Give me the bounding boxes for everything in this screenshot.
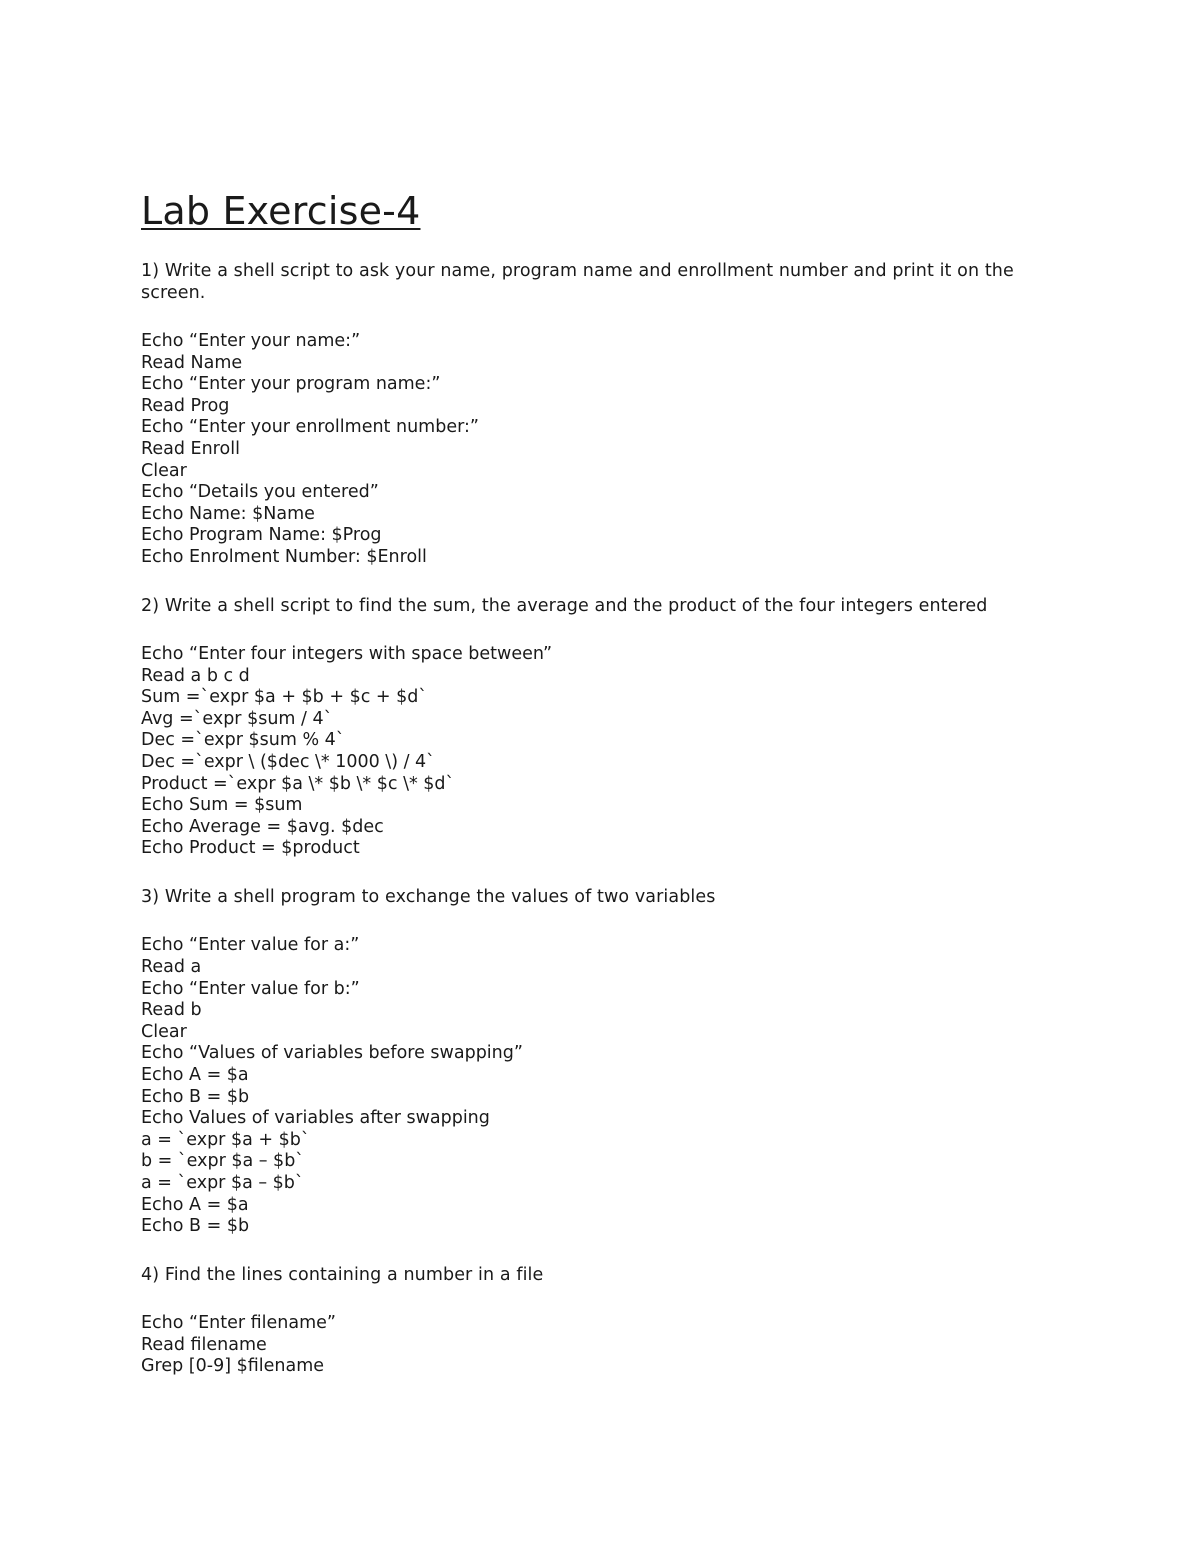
- code-line: Echo “Enter your enrollment number:”: [141, 417, 479, 438]
- code-line: Echo Name: $Name: [141, 503, 315, 524]
- exercise-3-code: [141, 935, 1041, 1237]
- code-line: Echo “Enter four integers with space between”: [141, 644, 553, 665]
- code-line: Dec =`expr $sum % 4`: [141, 730, 345, 751]
- code-line: Echo Sum = $sum: [141, 795, 303, 816]
- exercise-3-question: 3) Write a shell program to exchange the values of two variables: [141, 886, 716, 907]
- code-line: Echo “Enter filename”: [141, 1313, 336, 1334]
- code-line: Echo Product = $product: [141, 838, 360, 859]
- code-line: Clear: [141, 460, 187, 481]
- exercise-4-code: [141, 1313, 1041, 1378]
- code-line: Echo Values of variables after swapping: [141, 1108, 490, 1129]
- code-line: Avg =`expr $sum / 4`: [141, 708, 333, 729]
- code-line: Dec =`expr \ ($dec \* 1000 \) / 4`: [141, 752, 435, 772]
- code-line: Read Prog: [141, 395, 230, 416]
- code-line: Echo B = $b: [141, 1216, 250, 1237]
- code-line: Echo “Enter value for a:”: [141, 935, 360, 956]
- code-line: Echo A = $a: [141, 1194, 249, 1215]
- code-line: Echo “Enter your name:”: [141, 331, 361, 351]
- code-line: Read a: [141, 957, 202, 978]
- code-line: a = `expr $a + $b`: [141, 1129, 310, 1150]
- code-line: Echo Enrolment Number: $Enroll: [141, 546, 427, 567]
- code-line: Read Name: [141, 352, 243, 373]
- code-line: Echo A = $a: [141, 1065, 249, 1086]
- code-line: Echo “Values of variables before swapping”: [141, 1043, 523, 1064]
- document-page: [141, 186, 1041, 1378]
- code-line: Product =`expr $a \* $b \* $c \* $d`: [141, 773, 455, 794]
- code-line: Echo “Enter value for b:”: [141, 978, 360, 999]
- exercise-1-code: [141, 331, 1041, 569]
- code-line: Grep [0-9] $filename: [141, 1356, 325, 1377]
- code-line: Read b: [141, 1000, 202, 1021]
- code-line: Clear: [141, 1021, 187, 1042]
- code-line: Read filename: [141, 1334, 267, 1355]
- code-line: a = `expr $a – $b`: [141, 1173, 304, 1193]
- code-line: Echo B = $b: [141, 1086, 250, 1107]
- code-line: Echo “Enter your program name:”: [141, 374, 441, 395]
- code-line: Echo “Details you entered”: [141, 482, 379, 503]
- code-line: Echo Program Name: $Prog: [141, 525, 382, 546]
- code-line: Sum =`expr $a + $b + $c + $d`: [141, 687, 428, 708]
- exercise-2-question: 2) Write a shell script to find the sum, the average and the product of the four integers entered: [141, 595, 988, 616]
- page-title: Lab Exercise-4: [141, 189, 421, 233]
- exercise-2-code: [141, 644, 1041, 860]
- exercise-1-question: 1) Write a shell script to ask your name, program name and enrollment number and print it on the screen.: [141, 261, 1014, 303]
- code-line: Read a b c d: [141, 665, 250, 686]
- exercise-4-question: 4) Find the lines containing a number in a file: [141, 1264, 544, 1285]
- code-line: b = `expr $a – $b`: [141, 1151, 305, 1172]
- code-line: Echo Average = $avg. $dec: [141, 816, 384, 837]
- code-line: Read Enroll: [141, 438, 240, 459]
